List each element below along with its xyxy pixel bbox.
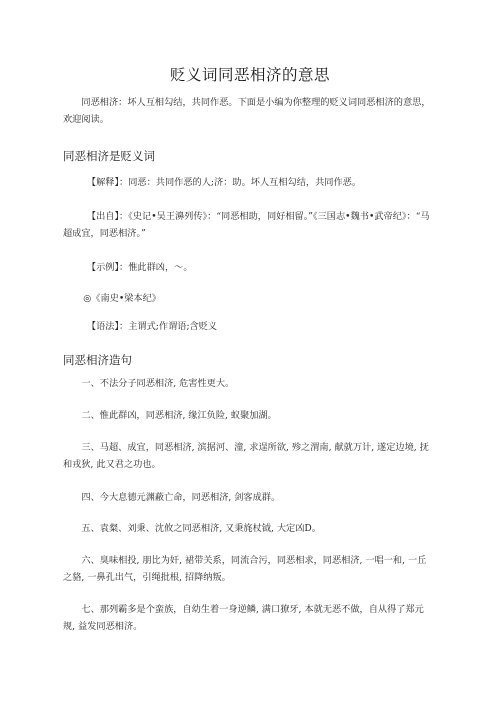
sentence-item: 六、臭味相投, 朋比为奸, 裙带关系，同流合污，同恶相求，同恶相济, 一唱一和, 一丘之貉, 一鼻孔出气，引绳批根, 招降纳叛。 [63, 555, 427, 583]
grammar-line: 【语法】：主谓式;作谓语;含贬义 [86, 321, 218, 332]
sentence-item: 五、袁粲、刘秉、沈攸之同恶相济, 又秉旄杖钺, 大定凶D。 [81, 523, 321, 534]
sentence-item: 七、那列霸多是个蛮族，自幼生着一身逆鳞, 满口獠牙, 本就无恶不做，自从得了郑元规, 益发同恶相济。 [63, 604, 424, 632]
section-heading-sentences: 同恶相济造句 [63, 353, 132, 367]
sentence-item: 四、今大息德元渊蔽亡命，同恶相济, 剑客成群。 [81, 492, 281, 503]
intro-paragraph: 同恶相济：坏人互相勾结，共同作恶。下面是小编为你整理的贬义词同恶相济的意思，欢迎阅读。 [63, 97, 431, 125]
section-heading-derogatory: 同恶相济是贬义词 [63, 149, 155, 163]
page-title: 贬义词同恶相济的意思 [169, 66, 330, 84]
sentence-item: 一、不法分子同恶相济, 危害性更大。 [81, 378, 235, 389]
sentence-item: 三、马超、成宜，同恶相济, 滨据河、潼, 求逞所欲, 殄之渭南, 献就万计, 遂定边境, 抚和戎狄, 此又君之功也。 [63, 442, 429, 470]
example-line: 【示例】：惟此群凶，～。 [86, 262, 193, 273]
source-paragraph: 【出自】：《史记•吴王濞列传》：“同恶相助，同好相留。”《三国志•魏书•武帝纪》：“马超成宜，同恶相济。” [63, 211, 430, 239]
book-reference-line: ◎《南史•梁本纪》 [83, 293, 161, 304]
sentence-item: 二、惟此群凶，同恶相济, 缘江负险, 蚁聚加湖。 [81, 410, 277, 421]
explanation-line: 【解释】：同恶：共同作恶的人;济：助。坏人互相勾结，共同作恶。 [86, 177, 362, 188]
